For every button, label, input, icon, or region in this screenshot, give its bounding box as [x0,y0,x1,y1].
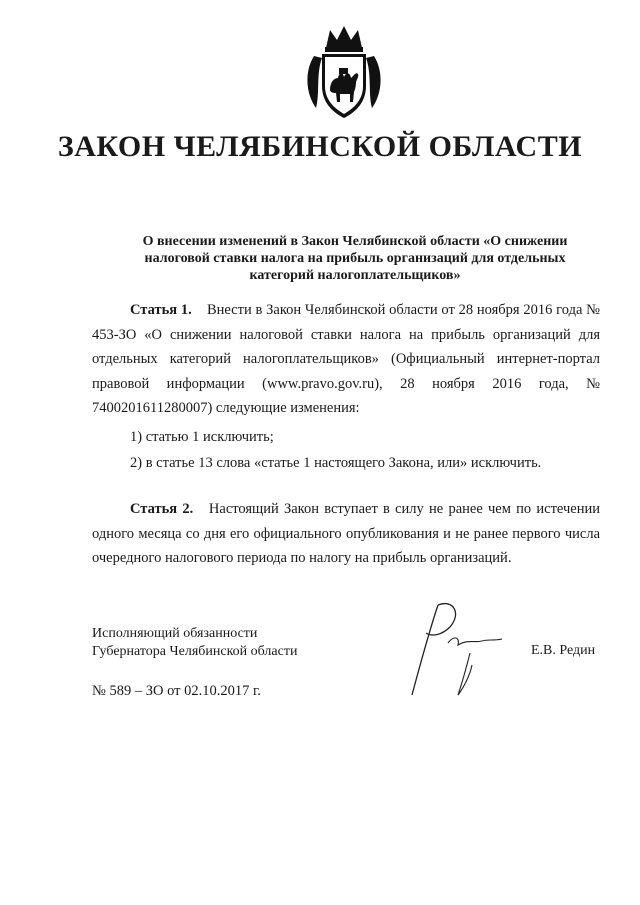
article-2 [92,497,600,571]
position-line-2: Губернатора Челябинской области [92,644,298,659]
article-1 [92,298,600,421]
handwritten-signature [398,595,518,705]
article-1-item-1: 1) статью 1 исключить; [130,429,274,445]
law-subtitle: О внесении изменений в Закон Челябинской области «О снижении налоговой ставки налога на прибыль организаций для отдельных категорий налогоплательщиков» [142,234,568,283]
article-1-label: Статья 1. [130,302,192,318]
article-1-item-2: 2) в статье 13 слова «статье 1 настоящего Закона, или» исключить. [130,455,542,471]
coat-of-arms-icon [300,22,388,122]
article-1-text: Внести в Закон Челябинской области от 28 ноября 2016 года № 453-ЗО «О снижении налоговой ставки налога на прибыль организаций для отдельных категорий налогоплательщиков» (Официальный интернет-портал правовой информации (www.pravo.gov.ru), 28 ноября 2016 года, № 7400201611280007) следующие изменения: [92,302,601,416]
law-number: № 589 – ЗО от 02.10.2017 г. [92,683,261,699]
position-line-1: Исполняющий обязанности [92,626,258,641]
article-2-text: Настоящий Закон вступает в силу не ранее чем по истечении одного месяца со дня его официального опубликования и не ранее первого числа очередного налогового периода по налогу на прибыль организаций. [92,501,601,566]
signer-name: Е.В. Редин [531,643,596,658]
law-title: ЗАКОН ЧЕЛЯБИНСКОЙ ОБЛАСТИ [57,130,583,163]
article-2-label: Статья 2. [130,501,194,517]
signature-position [92,625,352,661]
